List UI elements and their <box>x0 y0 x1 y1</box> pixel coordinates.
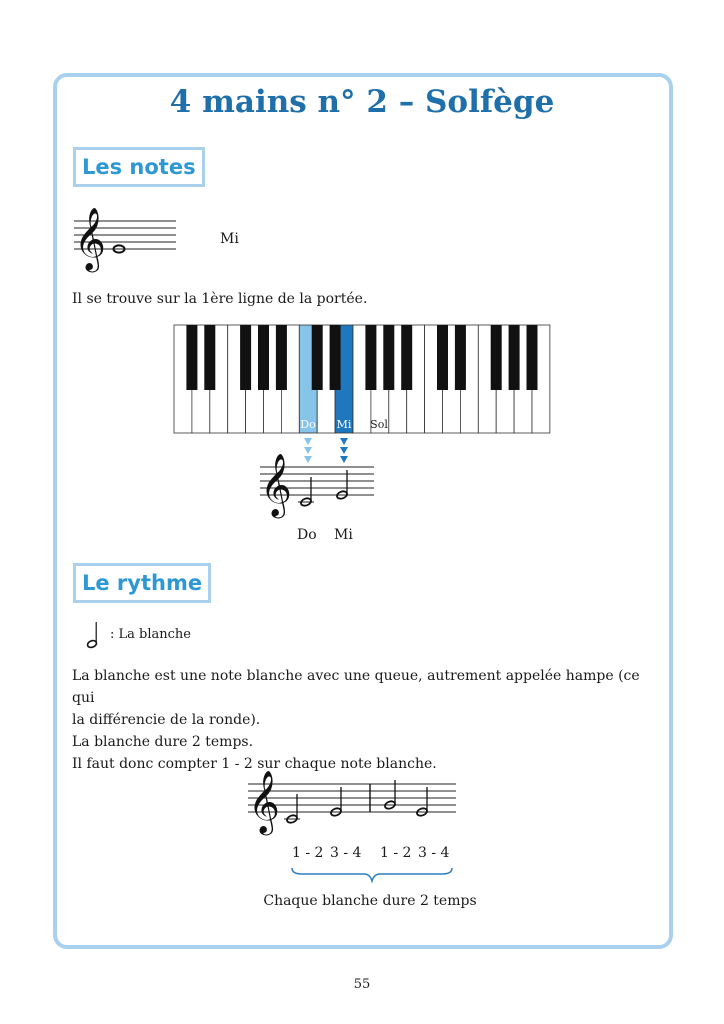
treble-clef-icon: 𝄞 <box>260 453 292 516</box>
black-key <box>455 325 466 390</box>
piano-keyboard <box>174 325 550 433</box>
page-number: 55 <box>353 977 371 992</box>
black-key <box>204 325 215 390</box>
black-key <box>437 325 448 390</box>
paragraph-line: La blanche dure 2 temps. <box>72 734 254 750</box>
treble-clef-icon: 𝄞 <box>74 207 106 270</box>
rythme-paragraph <box>72 665 662 775</box>
half-note-icon <box>86 620 102 650</box>
rhythm-caption: Chaque blanche dure 2 temps <box>263 893 477 909</box>
count-2: 3 - 4 <box>330 845 362 861</box>
paragraph-line: la différencie de la ronde). <box>72 712 261 728</box>
key-label-do: Do <box>300 418 316 431</box>
black-key <box>330 325 341 390</box>
black-key <box>365 325 376 390</box>
black-key <box>258 325 269 390</box>
black-key <box>186 325 197 390</box>
black-key <box>276 325 287 390</box>
black-key <box>509 325 520 390</box>
black-key <box>240 325 251 390</box>
paragraph-line: La blanche est une note blanche avec une queue, autrement appelée hampe (ce qui <box>72 668 640 706</box>
count-4: 3 - 4 <box>418 845 450 861</box>
key-label-mi: Mi <box>336 418 352 431</box>
treble-clef-icon: 𝄞 <box>248 770 280 833</box>
staff-label-do: Do <box>297 527 317 543</box>
key-label-sol: Sol <box>370 418 388 431</box>
paragraph-line: Il faut donc compter 1 - 2 sur chaque note blanche. <box>72 756 437 772</box>
page-title: 4 mains n° 2 – Solfège <box>169 84 555 120</box>
section-heading-notes: Les notes <box>73 147 205 187</box>
black-key <box>401 325 412 390</box>
keyboard-labels <box>300 418 388 431</box>
count-3: 1 - 2 <box>380 845 412 861</box>
staff-rhythm <box>246 772 460 834</box>
half-note-label: : La blanche <box>110 627 191 642</box>
staff-label-mi: Mi <box>334 527 353 543</box>
notes-description: Il se trouve sur la 1ère ligne de la portée. <box>72 291 368 307</box>
staff-do-mi <box>258 455 378 517</box>
section-heading-rythme: Le rythme <box>73 563 211 603</box>
count-1: 1 - 2 <box>292 845 324 861</box>
brace-icon <box>290 866 454 884</box>
note-name-mi: Mi <box>220 231 239 247</box>
black-key <box>383 325 394 390</box>
staff-mi <box>72 207 182 269</box>
black-key <box>527 325 538 390</box>
black-key <box>312 325 323 390</box>
black-key <box>491 325 502 390</box>
